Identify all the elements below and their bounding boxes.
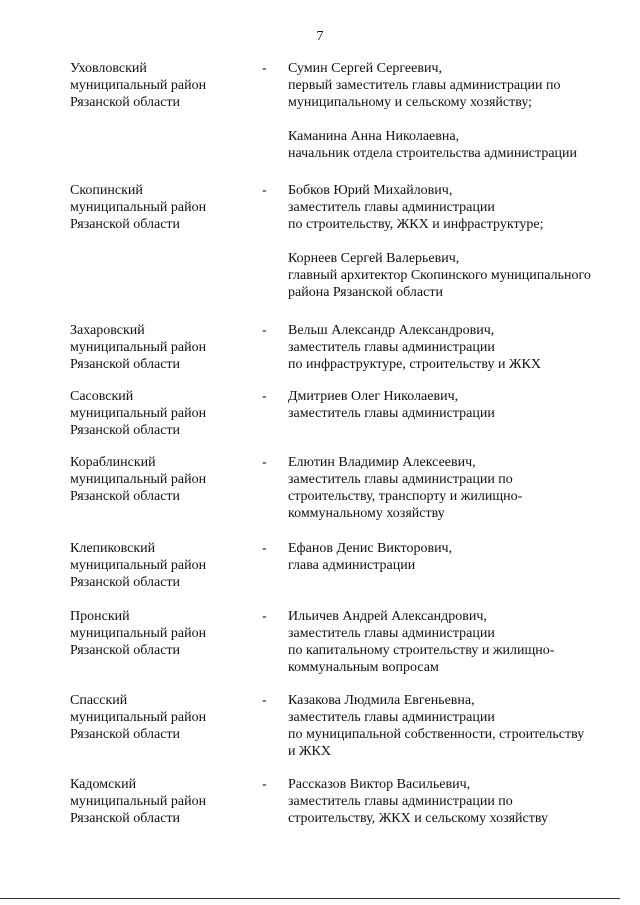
person-block xyxy=(288,692,628,760)
person-name: Рассказов Виктор Васильевич, xyxy=(288,777,471,792)
person-name: Ильичев Андрей Александрович, xyxy=(288,609,487,624)
district-line: муниципальный район xyxy=(70,794,207,809)
district-name xyxy=(70,776,250,827)
district-name xyxy=(70,454,250,505)
district-line: Рязанской области xyxy=(70,357,181,372)
person-name: Ефанов Денис Викторович, xyxy=(288,541,453,556)
district-line: Рязанской области xyxy=(70,575,181,590)
person-position-line: по инфраструктуре, строительству и ЖКХ xyxy=(288,357,541,372)
person-position-line: заместитель главы администрации xyxy=(288,406,495,421)
district-line: муниципальный район xyxy=(70,340,207,355)
person-block xyxy=(288,250,628,301)
person-name: Каманина Анна Николаевна, xyxy=(288,129,460,144)
person-position-line: коммунальному хозяйству xyxy=(288,506,445,521)
district-line: Сасовский xyxy=(70,389,134,404)
district-name xyxy=(70,182,250,233)
person-position-line: заместитель главы администрации xyxy=(288,200,495,215)
person-position-line: начальник отдела строительства администрации xyxy=(288,146,578,161)
person-block xyxy=(288,128,628,162)
person-position-line: строительству, транспорту и жилищно- xyxy=(288,489,523,504)
district-name xyxy=(70,608,250,659)
person-position-line: главный архитектор Скопинского муниципального xyxy=(288,268,591,283)
dash-separator: - xyxy=(262,455,267,470)
responsible-persons xyxy=(288,388,628,422)
district-name xyxy=(70,322,250,373)
district-line: муниципальный район xyxy=(70,626,207,641)
dash-separator: - xyxy=(262,61,267,76)
person-position-line: строительству, ЖКХ и сельскому хозяйству xyxy=(288,811,549,826)
responsible-persons xyxy=(288,322,628,373)
person-position-line: района Рязанской области xyxy=(288,285,443,300)
person-name: Бобков Юрий Михайлович, xyxy=(288,183,453,198)
district-name xyxy=(70,692,250,743)
person-block xyxy=(288,322,628,373)
person-name: Сумин Сергей Сергеевич, xyxy=(288,61,442,76)
person-name: Казакова Людмила Евгеньевна, xyxy=(288,693,475,708)
person-position-line: глава администрации xyxy=(288,558,416,573)
district-line: Рязанской области xyxy=(70,95,181,110)
dash-separator: - xyxy=(262,323,267,338)
person-block xyxy=(288,776,628,827)
dash-separator: - xyxy=(262,777,267,792)
dash-separator: - xyxy=(262,389,267,404)
district-name xyxy=(70,60,250,111)
district-line: Уховловский xyxy=(70,61,147,76)
district-name xyxy=(70,388,250,439)
dash-separator: - xyxy=(262,541,267,556)
person-block xyxy=(288,60,628,111)
district-line: муниципальный район xyxy=(70,406,207,421)
person-position-line: по капитальному строительству и жилищно- xyxy=(288,643,555,658)
person-position-line: по строительству, ЖКХ и инфраструктуре; xyxy=(288,217,544,232)
district-line: муниципальный район xyxy=(70,710,207,725)
person-name: Дмитриев Олег Николаевич, xyxy=(288,389,459,404)
district-line: Рязанской области xyxy=(70,727,181,742)
person-name: Вельш Александр Александрович, xyxy=(288,323,495,338)
person-position-line: заместитель главы администрации xyxy=(288,340,495,355)
responsible-persons xyxy=(288,692,628,760)
person-block xyxy=(288,454,628,522)
person-position-line: муниципальному и сельскому хозяйству; xyxy=(288,95,533,110)
dash-separator: - xyxy=(262,693,267,708)
footer-rule xyxy=(0,898,620,899)
district-line: Захаровский xyxy=(70,323,145,338)
district-line: Спасский xyxy=(70,693,128,708)
district-line: Рязанской области xyxy=(70,423,181,438)
responsible-persons xyxy=(288,60,628,162)
responsible-persons xyxy=(288,776,628,827)
district-name xyxy=(70,540,250,591)
person-name: Елютин Владимир Алексеевич, xyxy=(288,455,476,470)
district-line: Клепиковский xyxy=(70,541,156,556)
responsible-persons xyxy=(288,608,628,676)
page-number: 7 xyxy=(316,29,324,44)
responsible-persons xyxy=(288,540,628,574)
responsible-persons xyxy=(288,454,628,522)
person-position-line: первый заместитель главы администрации по xyxy=(288,78,561,93)
person-block xyxy=(288,182,628,233)
district-line: муниципальный район xyxy=(70,200,207,215)
person-name: Корнеев Сергей Валерьевич, xyxy=(288,251,460,266)
district-line: Скопинский xyxy=(70,183,143,198)
responsible-persons xyxy=(288,182,628,301)
dash-separator: - xyxy=(262,183,267,198)
district-line: муниципальный район xyxy=(70,472,207,487)
district-line: муниципальный район xyxy=(70,558,207,573)
district-line: Рязанской области xyxy=(70,217,181,232)
person-position-line: заместитель главы администрации по xyxy=(288,472,513,487)
person-block xyxy=(288,540,628,574)
person-position-line: заместитель главы администрации по xyxy=(288,794,513,809)
district-line: муниципальный район xyxy=(70,78,207,93)
person-block xyxy=(288,388,628,422)
person-block xyxy=(288,608,628,676)
person-position-line: заместитель главы администрации xyxy=(288,710,495,725)
person-position-line: и ЖКХ xyxy=(288,744,331,759)
person-position-line: по муниципальной собственности, строительству xyxy=(288,727,585,742)
dash-separator: - xyxy=(262,609,267,624)
district-line: Рязанской области xyxy=(70,489,181,504)
person-position-line: заместитель главы администрации xyxy=(288,626,495,641)
district-line: Рязанской области xyxy=(70,643,181,658)
district-line: Кадомский xyxy=(70,777,137,792)
district-line: Рязанской области xyxy=(70,811,181,826)
person-position-line: коммунальным вопросам xyxy=(288,660,439,675)
district-line: Кораблинский xyxy=(70,455,156,470)
district-line: Пронский xyxy=(70,609,130,624)
